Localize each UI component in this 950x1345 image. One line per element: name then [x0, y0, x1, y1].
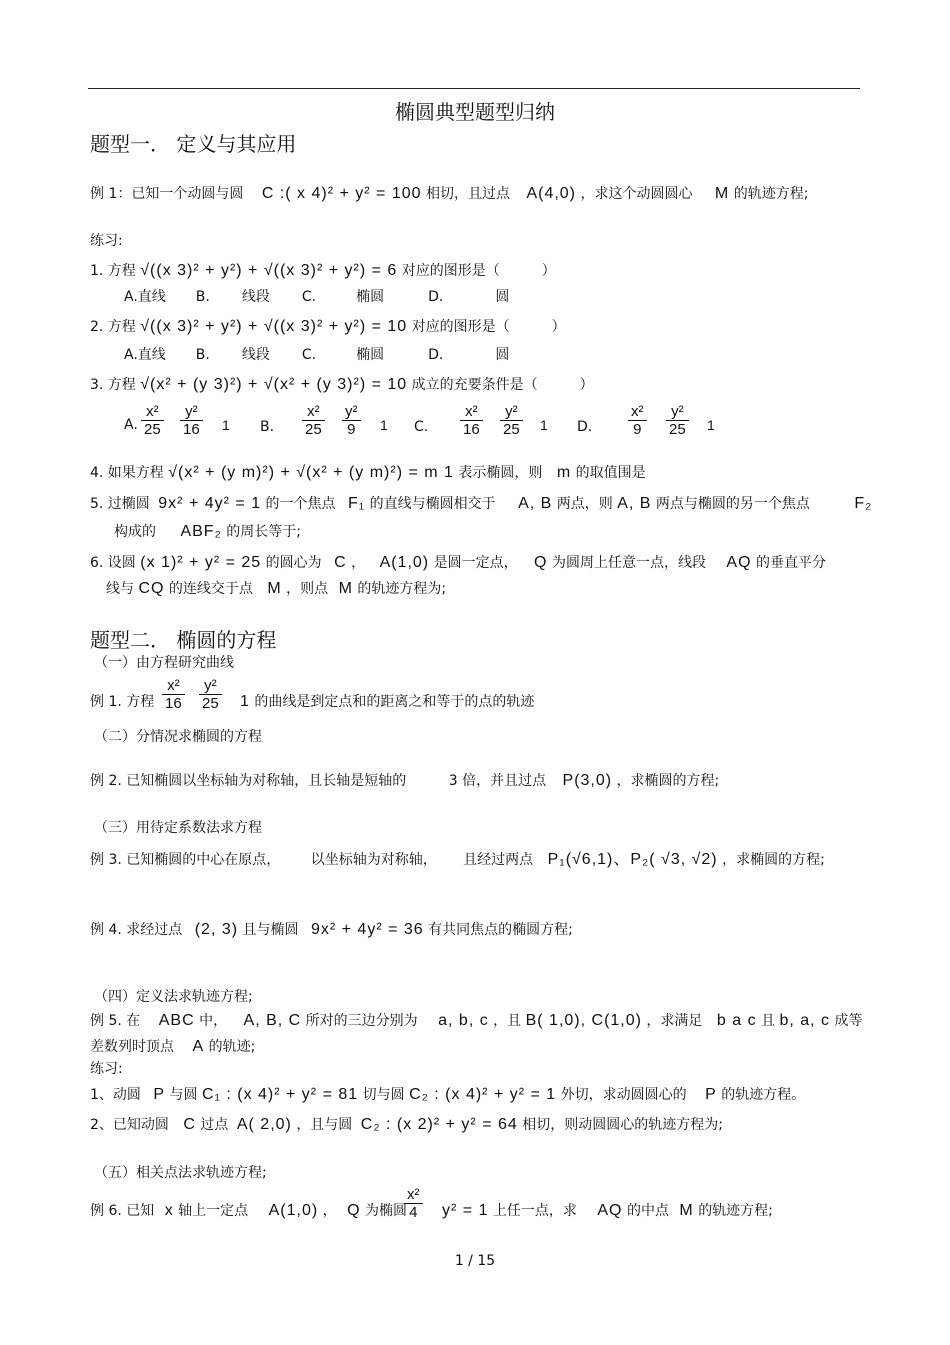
p3-c-frac-y: $\frac{\text{y²}}{25}$ [500, 403, 523, 438]
s2-example-6-b: y² = 1 上任一点，求 AQ 的中点 M 的轨迹方程; [442, 1202, 773, 1219]
practice-6: 6. 设圆 (x 1)² + y² = 25 的圆心为 C ， A(1,0) 是圆一定点， Q 为圆周上任意一点，线段 AQ 的垂直平分 [90, 554, 826, 571]
p3-a-one: 1 [222, 417, 231, 433]
p3-b-one: 1 [380, 417, 389, 433]
p3-d-frac-x: $\frac{\text{x²}}{9}$ [628, 403, 647, 438]
s2-example-5-cont: 差数列时顶点 A 的轨迹; [90, 1038, 256, 1055]
s2-example-5: 例 5. 在 ABC 中， A, B, C 所对的三边分别为 a, b, c ，且 B( 1,0), C(1,0) ，求满足 b a c 且 b, a, c 成等 [90, 1012, 863, 1029]
practice-2: 2. 方程 √((x 3)² + y²) + √((x 3)² + y²) = 10 对应的图形是（ ） [90, 318, 566, 335]
s2-example-1-a: 例 1. 方程 [90, 694, 155, 710]
subsection-5: （五）相关点法求轨迹方程; [94, 1165, 267, 1181]
p3-option-d-label: D. [577, 419, 593, 435]
subsection-4: （四）定义法求轨迹方程; [94, 989, 253, 1005]
s2-e1-frac-x: $\frac{\text{x²}}{16}$ [162, 677, 185, 712]
s2-example-6-a: 例 6. 已知 x 轴上一定点 A(1,0) ， Q 为椭圆 [90, 1202, 408, 1219]
section-2-heading: 题型二． 椭圆的方程 [90, 628, 277, 652]
subsection-3: （三）用待定系数法求方程 [94, 820, 262, 836]
p3-a-frac-x: $\frac{\text{x²}}{25}$ [141, 403, 164, 438]
p3-c-frac-x: $\frac{\text{x²}}{16}$ [460, 403, 483, 438]
s2-practice-2: 2、已知动圆 C 过点 A( 2,0) ，且与圆 C₂ : (x 2)² + y² = 64 相切，则动圆圆心的轨迹方程为; [90, 1116, 723, 1133]
practice-label: 练习: [90, 233, 123, 249]
practice-3: 3. 方程 √(x² + (y 3)²) + √(x² + (y 3)²) = 10 成立的充要条件是（ ） [90, 376, 594, 393]
p3-d-one: 1 [707, 417, 716, 433]
practice-1-options: A.直线 B. 线段 C. 椭圆 D. 圆 [124, 289, 510, 305]
practice-4: 4. 如果方程 √(x² + (y m)²) + √(x² + (y m)²) = m 1 表示椭圆，则 m 的取值围是 [90, 464, 646, 481]
p3-option-b-label: B. [260, 419, 275, 435]
p3-option-a-label: A. [124, 417, 138, 433]
practice-5: 5. 过椭圆 9x² + 4y² = 1 的一个焦点 F₁ 的直线与椭圆相交于 A, B 两点，则 A, B 两点与椭圆的另一个焦点 F₂ [90, 495, 873, 512]
practice-5-cont: 构成的 ABF₂ 的周长等于; [114, 523, 301, 540]
p3-c-one: 1 [540, 417, 549, 433]
page-title: 椭圆典型题型归纳 [395, 100, 555, 124]
section-1-heading: 题型一． 定义与其应用 [90, 132, 297, 156]
subsection-2: （二）分情况求椭圆的方程 [94, 729, 262, 745]
p3-a-frac-y: $\frac{\text{y²}}{16}$ [180, 403, 203, 438]
practice-label-2: 练习: [90, 1061, 123, 1077]
s2-e1-frac-y: $\frac{\text{y²}}{25}$ [199, 677, 222, 712]
s2-example-1-b: 1 的曲线是到定点和的距离之和等于的点的轨迹 [240, 693, 535, 710]
page-number: 1 / 15 [454, 1253, 496, 1269]
s2-practice-1: 1、动圆 P 与圆 C₁ : (x 4)² + y² = 81 切与圆 C₂ : (x 4)² + y² = 1 外切，求动圆圆心的 P 的轨迹方程。 [90, 1086, 806, 1103]
s2-example-2: 例 2. 已知椭圆以坐标轴为对称轴，且长轴是短轴的 3 倍，并且过点 P(3,0) ，求椭圆的方程; [90, 772, 720, 789]
practice-6-cont: 线与 CQ 的连线交于点 M ，则点 M 的轨迹方程为; [106, 580, 447, 597]
subsection-1: （一）由方程研究曲线 [94, 655, 234, 671]
practice-2-options: A.直线 B. 线段 C. 椭圆 D. 圆 [124, 347, 510, 363]
practice-1: 1. 方程 √((x 3)² + y²) + √((x 3)² + y²) = 6 对应的图形是（ ） [90, 262, 556, 279]
s2-example-3: 例 3. 已知椭圆的中心在原点， 以坐标轴为对称轴， 且经过两点 P₁(√6,1)、P₂( √3, √2) ，求椭圆的方程; [90, 851, 825, 868]
p3-d-frac-y: $\frac{\text{y²}}{25}$ [666, 403, 689, 438]
s2-e6-frac-x: $\frac{\text{x²}}{4}$ [404, 1186, 423, 1221]
p3-b-frac-y: $\frac{\text{y²}}{9}$ [342, 403, 361, 438]
p3-option-c-label: C. [414, 419, 429, 435]
s2-example-4: 例 4. 求经过点 (2, 3) 且与椭圆 9x² + 4y² = 36 有共同焦点的椭圆方程; [90, 921, 573, 938]
example-1: 例 1：已知一个动圆与圆 C :( x 4)² + y² = 100 相切，且过点 A(4,0) ，求这个动圆圆心 M 的轨迹方程; [90, 185, 809, 202]
header-rule [88, 88, 860, 89]
p3-b-frac-x: $\frac{\text{x²}}{25}$ [302, 403, 325, 438]
